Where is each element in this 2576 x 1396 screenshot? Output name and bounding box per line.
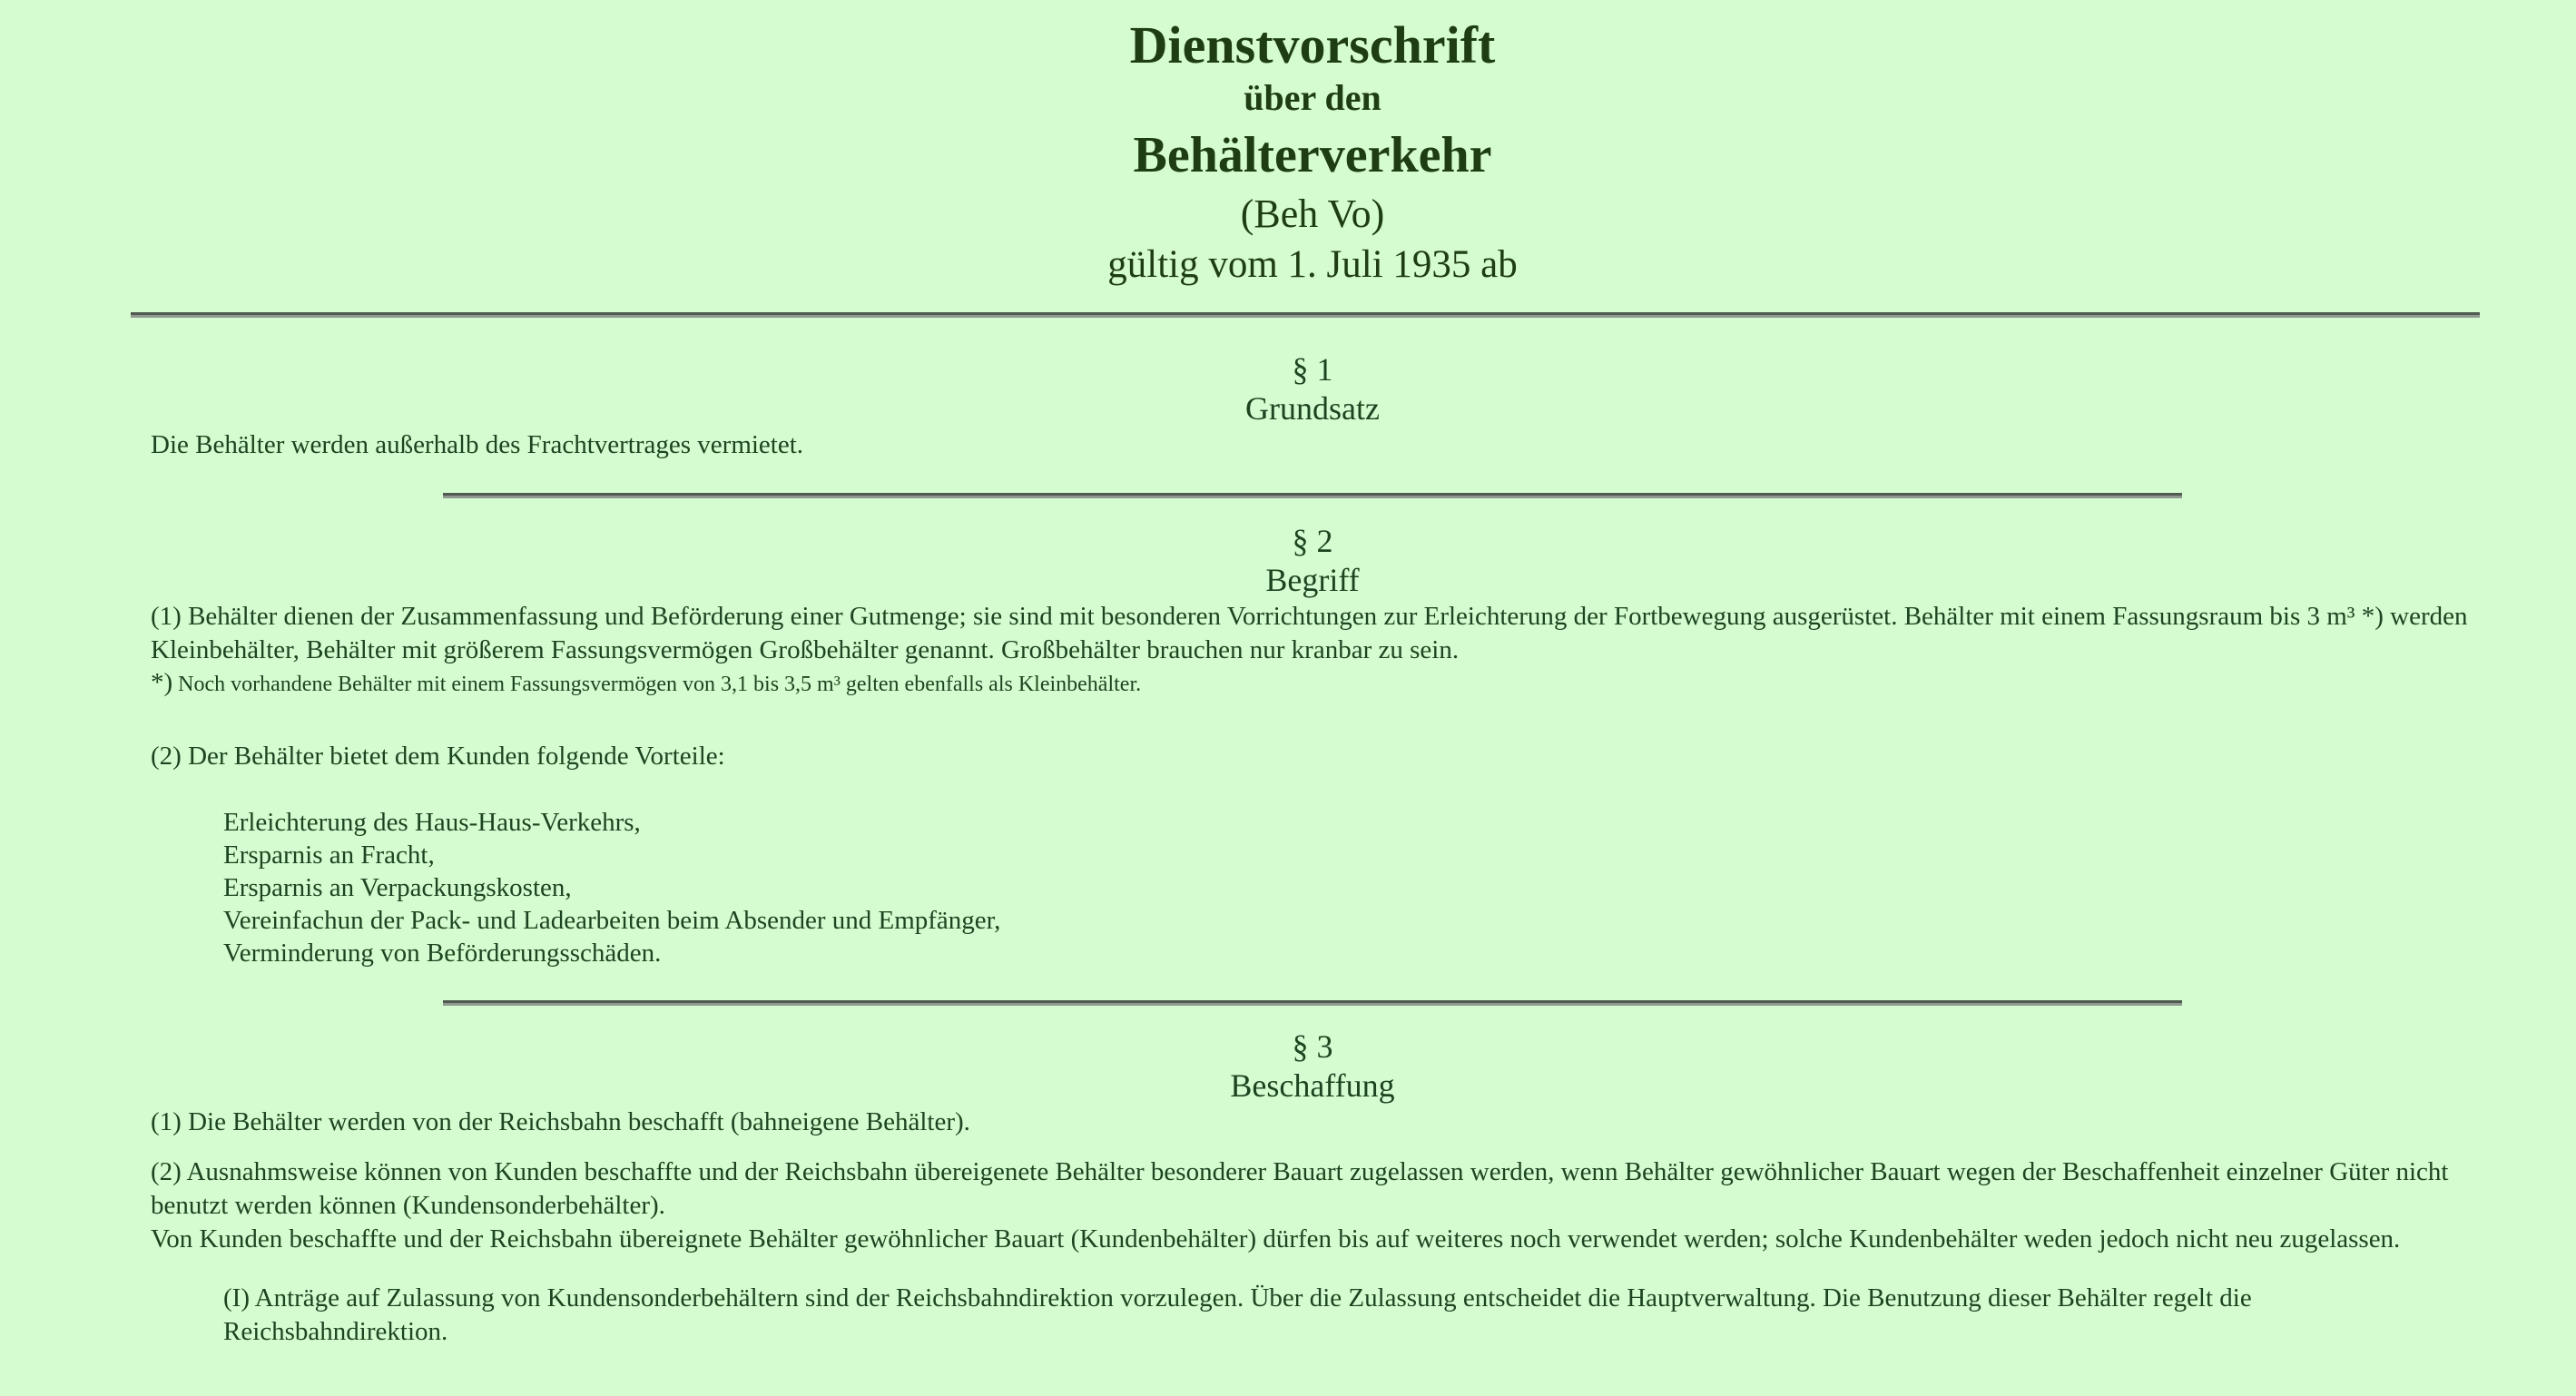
advantage-list (223, 806, 2474, 969)
doc-title-line3: Behälterverkehr (1133, 127, 1492, 183)
section-paragraph-3 (151, 1027, 2474, 1349)
section-3-paragraph-2a: (2) Ausnahmsweise können von Kunden beschaffte und der Reichsbahn übereigenete Behälter besonderer Bauart zugelassen werden, wenn Behälter gewöhnlicher Bauart wegen der Beschaffenheit einzelner Güter nicht benutzt werden können (Kundensonderbehälter). (151, 1157, 2449, 1220)
section-1-paragraph: Die Behälter werden außerhalb des Frachtvertrages vermietet. (151, 430, 804, 459)
section-3-number: § 3 (1292, 1028, 1333, 1065)
divider-header (131, 312, 2480, 318)
footnote-marker: *) (151, 668, 173, 697)
section-3-paragraph-3: (I) Anträge auf Zulassung von Kundensonderbehältern sind der Reichsbahndirektion vorzulegen. Über die Zulassung entscheidet die Hauptverwaltung. Die Benutzung dieser Behälter regelt die Reichsbahndirektion. (223, 1283, 2252, 1346)
section-3-paragraph-1: (1) Die Behälter werden von der Reichsbahn beschafft (bahneigene Behälter). (151, 1107, 970, 1136)
section-2-footnote (151, 667, 2474, 700)
section-3-paragraph-2b: Von Kunden beschaffte und der Reichsbahn übereignete Behälter gewöhnlicher Bauart (Kundenbehälter) dürfen bis auf weiteres noch verwendet werden; solche Kundenbehälter weden jedoch nicht neu zugelassen. (151, 1224, 2401, 1253)
section-3-title: Beschaffung (1230, 1067, 1395, 1104)
advantage-item: Ersparnis an Verpackungskosten, (223, 873, 572, 902)
doc-title-line2: über den (1244, 77, 1381, 118)
section-1-number: § 1 (1292, 351, 1333, 388)
divider-section-2 (443, 493, 2182, 498)
advantage-item: Vereinfachun der Pack- und Ladearbeiten beim Absender und Empfänger, (223, 906, 1001, 935)
section-paragraph-2 (151, 522, 2474, 969)
footnote-text: Noch vorhandene Behälter mit einem Fassungsvermögen von 3,1 bis 3,5 m³ gelten ebenfalls als Kleinbehälter. (178, 673, 1142, 696)
doc-valid-from-line: gültig vom 1. Juli 1935 ab (1107, 243, 1518, 286)
section-1-title: Grundsatz (1245, 390, 1380, 427)
doc-title-abbreviation: (Beh Vo) (1240, 192, 1385, 236)
advantage-item: Ersparnis an Fracht, (223, 841, 435, 870)
doc-title-line1: Dienstvorschrift (1129, 15, 1496, 74)
advantage-item: Erleichterung des Haus-Haus-Verkehrs, (223, 808, 641, 837)
divider-section-3 (443, 1000, 2182, 1006)
section-1-heading (151, 350, 2474, 428)
section-paragraph-1 (151, 350, 2474, 462)
section-3-heading (151, 1027, 2474, 1106)
section-2-paragraph-1: (1) Behälter dienen der Zusammenfassung und Beförderung einer Gutmenge; sie sind mit besonderen Vorrichtungen zur Erleichterung der Fortbewegung ausgerüstet. Behälter mit einem Fassungsraum bis 3 m³ *) werden Kleinbehälter, Behälter mit größerem Fassungsvermögen Großbehälter genannt. Großbehälter brauchen nur kranbar zu sein. (151, 602, 2468, 664)
section-3-paragraph-2 (151, 1155, 2474, 1256)
section-2-title: Begriff (1265, 562, 1360, 598)
section-2-heading (151, 522, 2474, 600)
section-2-paragraph-2-intro: (2) Der Behälter bietet dem Kunden folgende Vorteile: (151, 742, 725, 771)
document-header (151, 0, 2474, 290)
section-2-number: § 2 (1292, 523, 1333, 559)
advantage-item: Verminderung von Beförderungsschäden. (223, 939, 662, 968)
